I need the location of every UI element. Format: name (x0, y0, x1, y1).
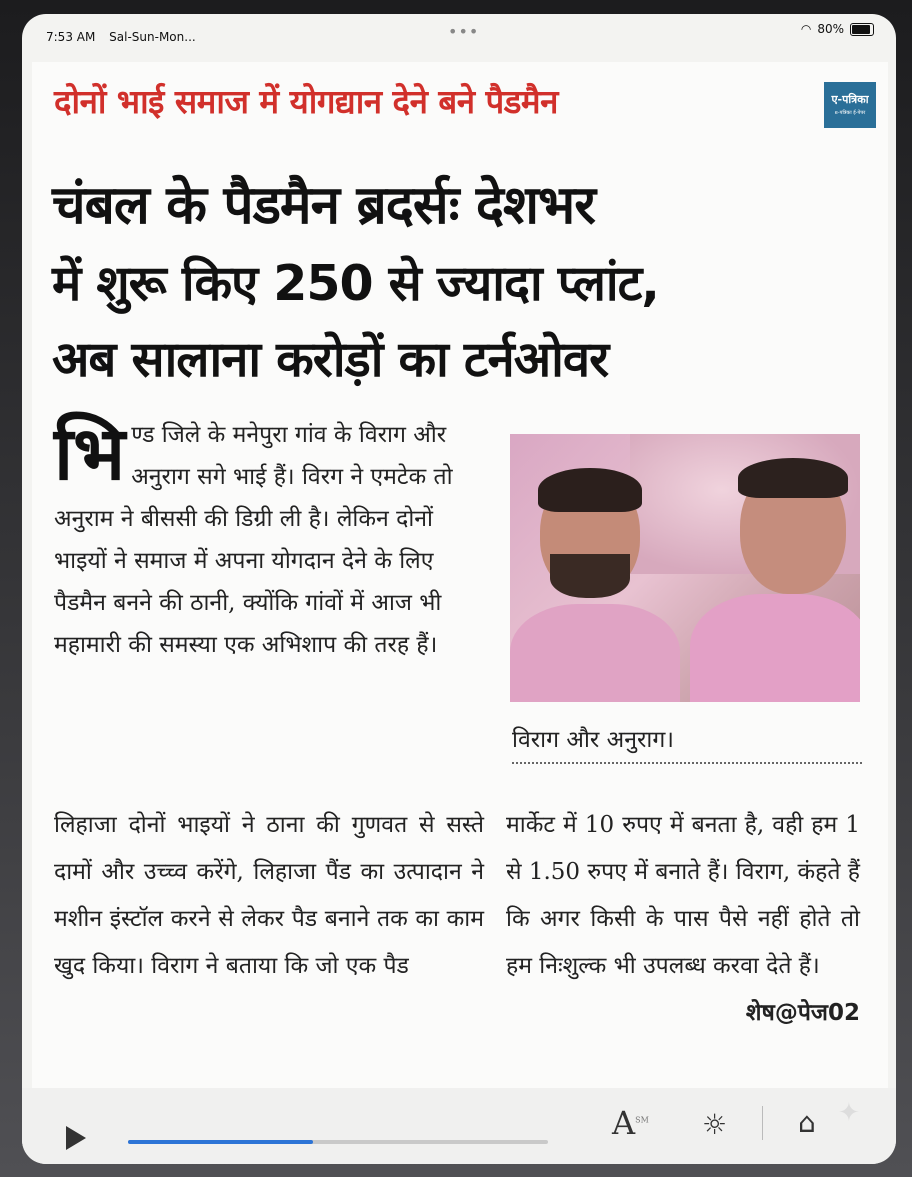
multitask-dots-icon[interactable]: ••• (448, 22, 480, 41)
logo-main-text: ए-पत्रिका (831, 93, 869, 106)
tablet-screen (22, 14, 896, 1164)
status-time: 7:53 AM (46, 30, 96, 44)
headline-line-1: चंबल के पैडमैन ब्रदर्सः देशभर (52, 175, 595, 236)
continued-on-page[interactable]: शेष@पेज02 (745, 1000, 860, 1026)
toolbar-divider (762, 1106, 763, 1140)
brothers-photo (510, 434, 860, 702)
body-column-1: लिहाजा दोनों भाइयों ने ठाना की गुणवत से सस्ते दामों और उच्च्व करेंगे, लिहाजा पैंड का उत्पादान ने मशीन इंस्टॉल करने से लेकर पैड बनाने तक का काम खुद किया। विराग ने बताया कि जो एक पैड (54, 812, 484, 979)
battery-percent: 80% (817, 22, 844, 36)
sparkle-icon: ✦ (838, 1098, 860, 1128)
font-size-icon[interactable]: A℠ (612, 1104, 649, 1142)
play-icon[interactable] (66, 1126, 86, 1150)
wifi-icon: ◠ (800, 22, 812, 36)
intro-text: ण्ड जिले के मनेपुरा गांव के विराग और अनुराग सगे भाई हैं। विरग ने एमटेक तो अनुराम ने बीससी की डिग्री ली है। लेकिन दोनों भाइयों ने समाज में अपना योगदान देने के लिए पैडमैन बनने की ठानी, क्योंकि गांवों में आज भी महामारी की समस्या एक अभिशाप की तरह हैं। (54, 422, 453, 658)
drop-cap: भि (54, 411, 126, 497)
epatrika-logo (824, 82, 876, 128)
logo-sub-text: e-पत्रिका ई-पेपर (834, 110, 866, 116)
intro-paragraph (54, 411, 486, 666)
body-column-2 (506, 802, 860, 1037)
audio-progress-fill (128, 1140, 313, 1144)
headline-line-3: अब सालाना करोड़ों का टर्नओवर (52, 331, 609, 388)
home-icon[interactable]: ⌂ (798, 1106, 816, 1139)
audio-progress-bar[interactable] (128, 1140, 548, 1144)
status-date: Sal-Sun-Mon... (109, 30, 196, 44)
battery-icon (850, 23, 874, 36)
epaper-article (32, 62, 888, 1088)
headline-line-2: में शुरू किए 250 से ज्यादा प्लांट, (52, 255, 659, 312)
article-headline (52, 166, 872, 398)
status-bar (22, 14, 896, 58)
article-kicker: दोनों भाई समाज में योगद्यान देने बने पैडमैन (54, 82, 558, 121)
reader-toolbar (22, 1088, 896, 1164)
body-column-2-text: मार्केट में 10 रुपए में बनता है, वही हम 1 से 1.50 रुपए में बनाते हैं। विराग, कंहते हैं कि अगर किसी के पास पैसे नहीं होते तो हम निःशुल्क भी उपलब्ध करवा देते हैं। (506, 812, 861, 979)
photo-caption: विराग और अनुराग। (512, 722, 862, 764)
brightness-icon[interactable]: ☼ (702, 1108, 728, 1141)
